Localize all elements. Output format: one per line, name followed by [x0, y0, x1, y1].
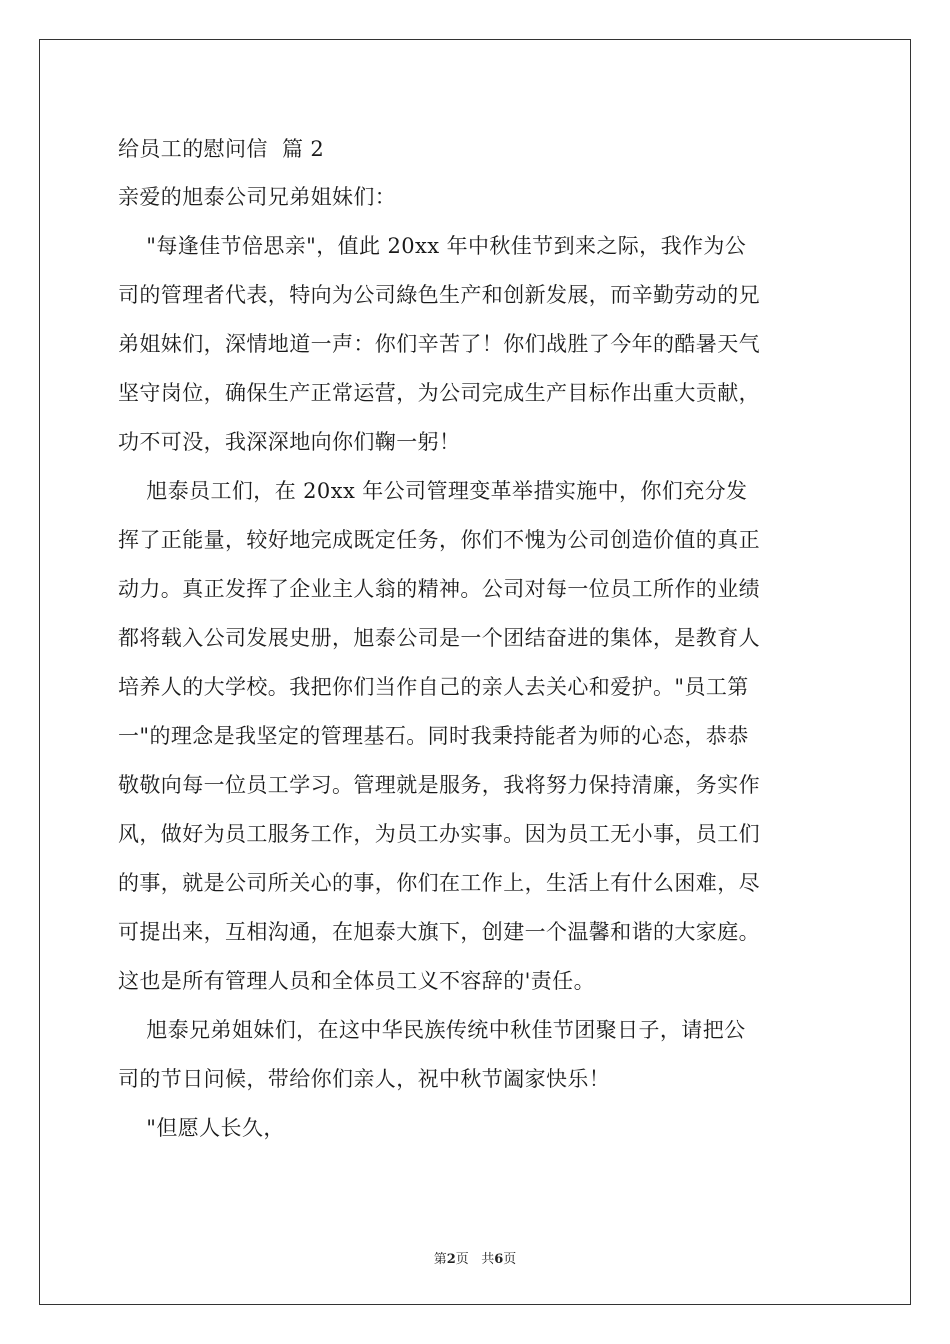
footer-page-suffix: 页: [455, 1252, 469, 1267]
text-line: "但愿人长久，: [118, 1116, 285, 1140]
salutation: 亲爱的旭泰公司兄弟姐妹们：: [118, 185, 397, 209]
text-line: 风，做好为员工服务工作，为员工办实事。因为员工无小事，员工们: [118, 822, 760, 846]
footer-prefix: 第: [433, 1252, 447, 1267]
paragraph-2: [118, 467, 836, 1006]
text-line: 都将载入公司发展史册，旭泰公司是一个团结奋进的集体，是教育人: [118, 626, 760, 650]
text-line: 敬敬向每一位员工学习。管理就是服务，我将努力保持清廉，务实作: [118, 773, 760, 797]
text-line: 旭泰兄弟姐妹们，在这中华民族传统中秋佳节团聚日子，请把公: [118, 1018, 746, 1042]
text-line: 的事，就是公司所关心的事，你们在工作上，生活上有什么困难，尽: [118, 871, 760, 895]
text-line: 旭泰员工们，在 20xx 年公司管理变革举措实施中，你们充分发: [118, 479, 748, 503]
footer-page-number: 2: [446, 1252, 456, 1267]
text-line: "每逢佳节倍思亲"，值此 20xx 年中秋佳节到来之际，我作为公: [118, 234, 747, 258]
footer-total-pages: 6: [494, 1252, 504, 1267]
footer-total-prefix: 共: [481, 1252, 495, 1267]
text-line: 动力。真正发挥了企业主人翁的精神。公司对每一位员工所作的业绩: [118, 577, 760, 601]
page-footer: [0, 1248, 950, 1267]
text-line: 弟姐妹们，深情地道一声：你们辛苦了！你们战胜了今年的酷暑天气: [118, 332, 760, 356]
text-line: 功不可没，我深深地向你们鞠一躬！: [118, 430, 461, 454]
text-line: 司的管理者代表，特向为公司綠色生产和创新发展，而辛勤劳动的兄: [118, 283, 760, 307]
text-line: 这也是所有管理人员和全体员工义不容辞的'责任。: [118, 969, 595, 993]
document-title: 给员工的慰问信 篇 2: [118, 137, 325, 161]
text-line: 一"的理念是我坚定的管理基石。同时我秉持能者为师的心态，恭恭: [118, 724, 749, 748]
document-body: [118, 125, 836, 1153]
paragraph-1: [118, 222, 836, 467]
paragraph-4: [118, 1104, 836, 1153]
footer-total-suffix: 页: [503, 1252, 517, 1267]
paragraph-3: [118, 1006, 836, 1104]
text-line: 培养人的大学校。我把你们当作自己的亲人去关心和爱护。"员工第: [118, 675, 749, 699]
text-line: 坚守岗位，确保生产正常运营，为公司完成生产目标作出重大贡献，: [118, 381, 760, 405]
text-line: 可提出来，互相沟通，在旭泰大旗下，创建一个温馨和谐的大家庭。: [118, 920, 760, 944]
text-line: 司的节日问候，带给你们亲人，祝中秋节阖家快乐！: [118, 1067, 611, 1091]
text-line: 挥了正能量，较好地完成既定任务，你们不愧为公司创造价值的真正: [118, 528, 760, 552]
